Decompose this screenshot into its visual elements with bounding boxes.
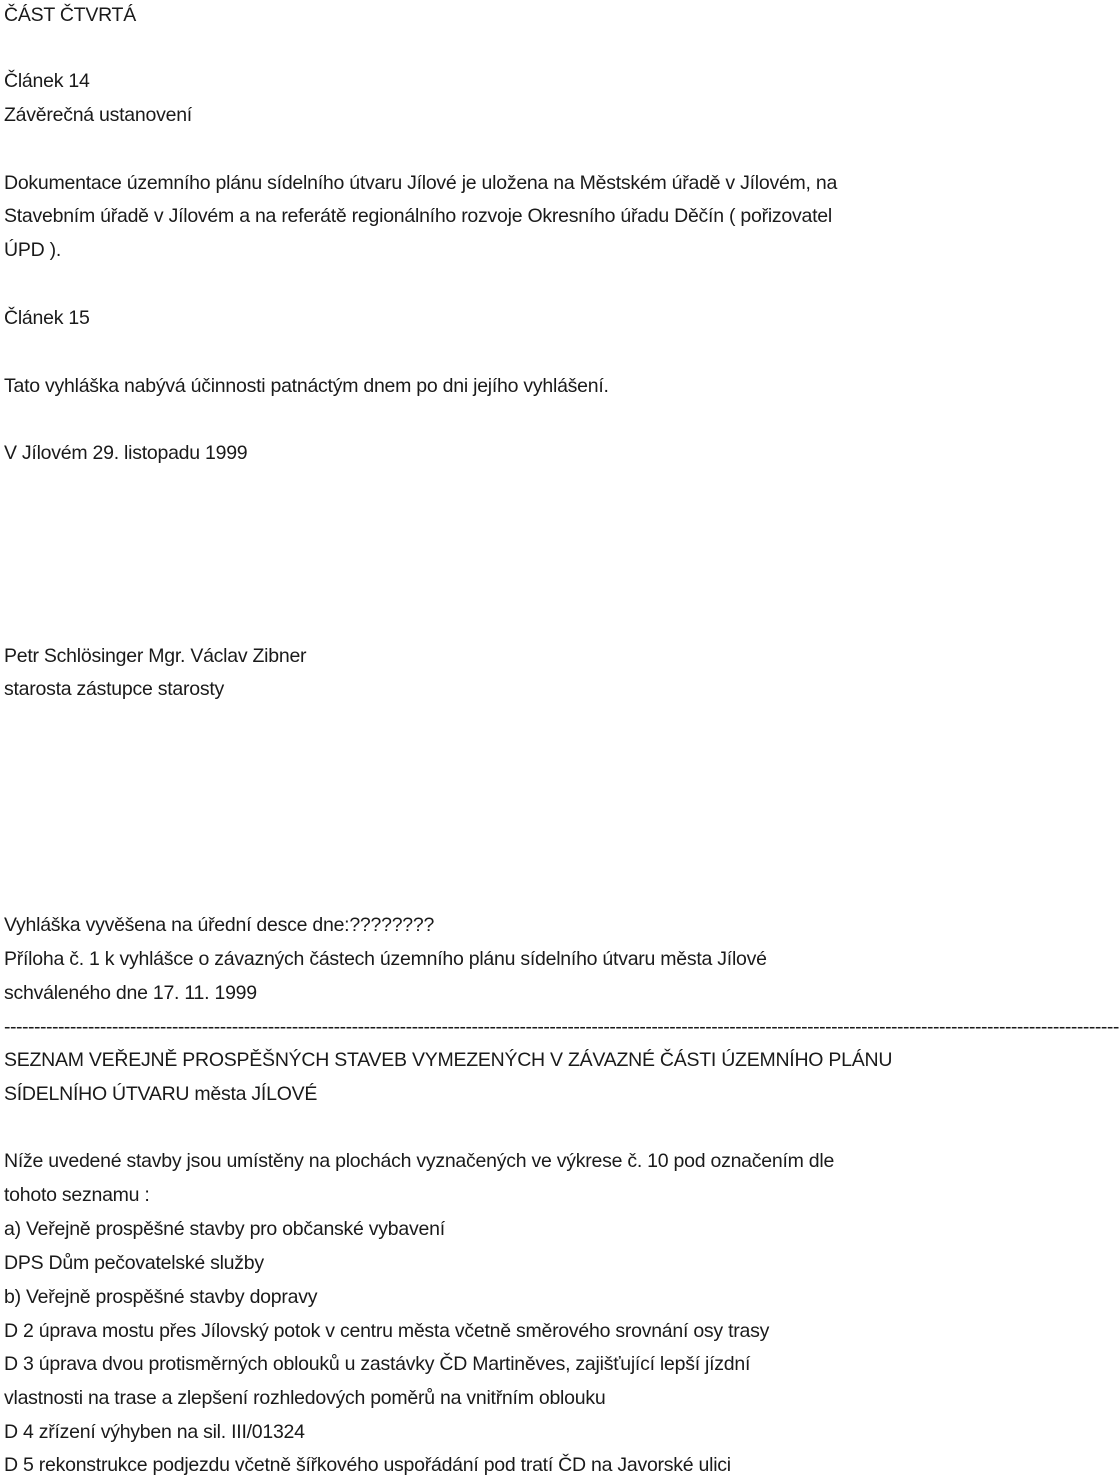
article-15-text: Tato vyhláška nabývá účinnosti patnáctým dnem po dni jejího vyhlášení. xyxy=(4,375,609,397)
article-14-subheading: Závěrečná ustanovení xyxy=(4,104,192,126)
list-title-line: SÍDELNÍHO ÚTVARU města JÍLOVÉ xyxy=(4,1083,318,1105)
list-item: D 5 rekonstrukce podjezdu včetně šířkového uspořádání pod tratí ČD na Javorské ulici xyxy=(4,1454,731,1476)
article-14-heading: Článek 14 xyxy=(4,70,90,92)
section-a-heading: a) Veřejně prospěšné stavby pro občanské vybavení xyxy=(4,1218,445,1240)
list-title-line: SEZNAM VEŘEJNĚ PROSPĚŠNÝCH STAVEB VYMEZENÝCH V ZÁVAZNÉ ČÁSTI ÚZEMNÍHO PLÁNU xyxy=(4,1049,893,1071)
list-item: vlastnosti na trase a zlepšení rozhledových poměrů na vnitřním oblouku xyxy=(4,1387,606,1409)
posted-notice: Vyhláška vyvěšena na úřední desce dne:???????? xyxy=(4,914,435,936)
section-b-heading: b) Veřejně prospěšné stavby dopravy xyxy=(4,1286,318,1308)
signature-roles: starosta zástupce starosty xyxy=(4,678,225,700)
list-item: D 2 úprava mostu přes Jílovský potok v centru města včetně směrového srovnání osy trasy xyxy=(4,1320,770,1342)
article-14-text-line: Stavebním úřadě v Jílovém a na referátě regionálního rozvoje Okresního úřadu Děčín ( pořizovatel xyxy=(4,205,832,227)
dashed-divider: ------------------------------------------------------------------------------------------------------------------------------------------------------------------------------------------ xyxy=(4,1016,1119,1038)
signature-names: Petr Schlösinger Mgr. Václav Zibner xyxy=(4,645,307,667)
list-item: D 4 zřízení výhyben na sil. III/01324 xyxy=(4,1421,305,1443)
part-heading: ČÁST ČTVRTÁ xyxy=(4,4,136,26)
article-14-text-line: Dokumentace územního plánu sídelního útvaru Jílové je uložena na Městském úřadě v Jílovém, na xyxy=(4,172,838,194)
article-15-heading: Článek 15 xyxy=(4,307,90,329)
list-intro-line: Níže uvedené stavby jsou umístěny na plochách vyznačených ve výkrese č. 10 pod označením dle xyxy=(4,1150,835,1172)
place-date: V Jílovém 29. listopadu 1999 xyxy=(4,442,248,464)
article-14-text-line: ÚPD ). xyxy=(4,239,61,261)
appendix-line: schváleného dne 17. 11. 1999 xyxy=(4,982,257,1004)
appendix-line: Příloha č. 1 k vyhlášce o závazných částech územního plánu sídelního útvaru města Jílové xyxy=(4,948,767,970)
list-intro-line: tohoto seznamu : xyxy=(4,1184,150,1206)
list-item: D 3 úprava dvou protisměrných oblouků u zastávky ČD Martiněves, zajišťující lepší jízdní xyxy=(4,1353,751,1375)
list-item: DPS Dům pečovatelské služby xyxy=(4,1252,264,1274)
